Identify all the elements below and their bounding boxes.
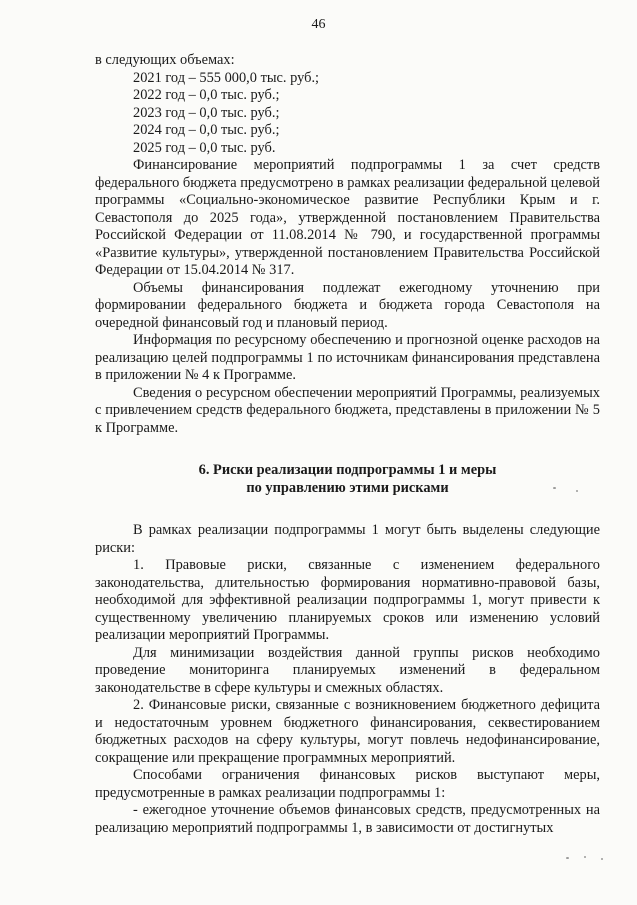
section-heading-line2: по управлению этими рисками [246, 479, 449, 496]
budget-line: 2023 год – 0,0 тыс. руб.; [133, 104, 280, 121]
paragraph-resource-info: Информация по ресурсному обеспечению и прогнозной оценке расходов на реализацию целей подпрограммы 1 по источникам финансирования представлена в приложении № 4 к Программе. [95, 332, 600, 383]
document-body [95, 52, 600, 837]
paragraph-financial-measures: Способами ограничения финансовых рисков выступают меры, предусмотренные в рамках реализации подпрограммы 1: [95, 767, 600, 801]
budget-list [95, 70, 600, 158]
intro-line: в следующих объемах: [95, 52, 235, 68]
budget-line: 2021 год – 555 000,0 тыс. руб.; [133, 69, 320, 86]
scan-speck [553, 487, 556, 489]
paragraph-legal-risks: 1. Правовые риски, связанные с изменением федерального законодательства, длительностью формирования нормативно-правовой базы, необходимой для эффективной реализации подпрограммы 1, могут привести к существенному увеличению планируемых сроков или изменению условий реализации мероприятий Программы. [95, 557, 600, 643]
budget-line: 2024 год – 0,0 тыс. руб.; [133, 122, 280, 138]
scan-speck [601, 858, 603, 860]
scan-speck [566, 857, 569, 859]
budget-line: 2025 год – 0,0 тыс. руб. [133, 139, 276, 156]
paragraph-financial-risks: 2. Финансовые риски, связанные с возникновением бюджетного дефицита и недостаточным уровнем бюджетного финансирования, секвестированием бюджетных расходов на сферу культуры, могут повлечь недофинансирование, сокращение или прекращение программных мероприятий. [95, 697, 600, 766]
section-heading-line1: 6. Риски реализации подпрограммы 1 и меры [198, 462, 497, 478]
paragraph-legal-mitigation: Для минимизации воздействия данной группы рисков необходимо проведение мониторинга планируемых изменений в федеральном законодательстве в сфере культуры и смежных областях. [95, 644, 600, 696]
section-heading [95, 462, 600, 497]
page-number: 46 [311, 17, 326, 32]
scan-speck [576, 490, 578, 492]
budget-line: 2022 год – 0,0 тыс. руб.; [133, 87, 280, 103]
paragraph-resource-details: Сведения о ресурсном обеспечении мероприятий Программы, реализуемых с привлечением средств федерального бюджета, представлены в приложении № 5 к Программе. [95, 384, 600, 436]
paragraph-annual-clarification: - ежегодное уточнение объемов финансовых средств, предусмотренных на реализацию мероприятий подпрограммы 1, в зависимости от достигнутых [95, 802, 600, 836]
paragraph-federal-financing: Финансирование мероприятий подпрограммы 1 за счет средств федерального бюджета предусмотрено в рамках реализации федеральной целевой программы «Социально-экономическое развитие Республики Крым и г. Севастополя до 2025 года», утвержденной постановлением Правительства Российской Федерации от 11.08.2014 № 790, и государственной программы «Развитие культуры», утвержденной постановлением Правительства Российской Федерации от 15.04.2014 № 317. [95, 157, 600, 278]
paragraph-financing-volumes: Объемы финансирования подлежат ежегодному уточнению при формировании федерального бюджета и бюджета города Севастополя на очередной финансовый год и плановый период. [95, 279, 600, 331]
scan-speck [584, 856, 586, 858]
paragraph-risks-intro: В рамках реализации подпрограммы 1 могут быть выделены следующие риски: [95, 522, 600, 556]
